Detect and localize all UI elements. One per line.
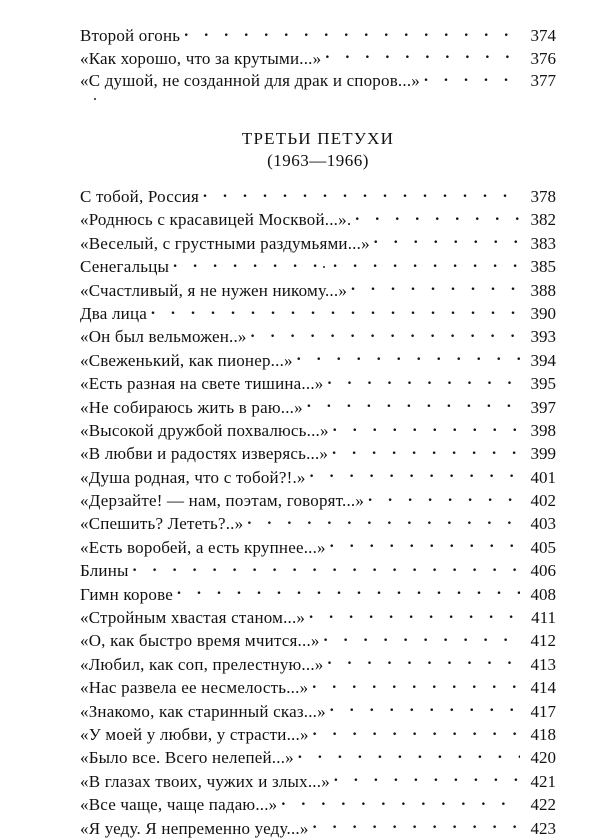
toc-entry-title: «Знакомо, как старинный сказ...»: [80, 701, 326, 721]
toc-entry-title: «Веселый, с грустными раздумьями...»: [80, 233, 370, 253]
toc-entry-page-number: 382: [530, 210, 556, 230]
toc-entry: [80, 629, 556, 652]
toc-entry: [80, 24, 556, 47]
toc-entry-page-number: 376: [530, 48, 556, 68]
dot-leader: [310, 466, 520, 483]
toc-entry-title: «О, как быстро время мчится...»: [80, 631, 320, 651]
toc-entry: [80, 302, 556, 325]
toc-entry-page-number: 388: [530, 280, 556, 300]
toc-entry-page-number: 378: [530, 187, 556, 206]
dot-leader: [325, 47, 520, 64]
toc-entry-title: Второй огонь: [80, 26, 181, 45]
toc-entry: [80, 47, 556, 70]
toc-entry-page-number: 412: [530, 631, 556, 651]
toc-entry-page-number: 417: [530, 701, 556, 721]
toc-entry-title: «С душой, не созданной для драк и споров...»: [80, 71, 420, 90]
toc-entry-page-number: 420: [530, 748, 556, 768]
dot-leader: [424, 69, 520, 86]
toc-entry-page-number: 394: [530, 350, 556, 370]
toc-entry-page-number: 395: [530, 374, 556, 394]
dot-leader: [298, 746, 520, 763]
dot-leader: [247, 512, 520, 529]
toc-entry-title: «Свеженький, как пионер...»: [80, 350, 293, 370]
toc-entry: [80, 512, 556, 535]
dot-leader: [151, 302, 520, 319]
toc-entry-page-number: 393: [530, 327, 556, 347]
dot-leader: [327, 372, 520, 389]
toc-entry-title: «У моей у любви, у страсти...»: [80, 724, 309, 744]
toc-entry-title: «Я уеду. Я непременно уеду...»: [80, 818, 309, 838]
dot-leader: [327, 653, 520, 670]
toc-entry-page-number: 397: [530, 397, 556, 417]
toc-list-previous-section: [80, 24, 556, 92]
toc-entry: [80, 396, 556, 419]
toc-entry-page-number: 377: [530, 71, 556, 90]
toc-entry-page-number: 385: [530, 257, 556, 277]
toc-entry-page-number: 414: [530, 678, 556, 698]
toc-entry: [80, 817, 556, 840]
toc-entry-title: «Не собираюсь жить в раю...»: [80, 397, 303, 417]
toc-entry-title: «Любил, как соп, прелестную...»: [80, 654, 324, 674]
dot-leader: [251, 325, 520, 342]
toc-entry: [80, 583, 556, 606]
toc-entry-page-number: 421: [530, 771, 556, 791]
toc-entry: [80, 232, 556, 255]
toc-entry-page-number: 422: [530, 795, 556, 815]
toc-entry: [80, 536, 556, 559]
toc-entry-title: «Роднюсь с красавицей Москвой...».: [80, 210, 352, 230]
toc-entry-title: Сенегальцы: [80, 257, 170, 277]
toc-entry-title: С тобой, Россия: [80, 187, 200, 206]
dot-leader: [332, 442, 520, 459]
dot-leader: [330, 700, 520, 717]
toc-entry-page-number: 383: [530, 233, 556, 253]
toc-entry-title: «В любви и радостях изверясь...»: [80, 444, 329, 464]
toc-entry-page-number: 401: [530, 467, 556, 487]
dot-leader: [334, 770, 520, 787]
toc-entry-title: «Высокой дружбой похвалюсь...»: [80, 420, 329, 440]
dot-leader: [333, 419, 520, 436]
toc-entry-title: «Стройным хвастая станом...»: [80, 608, 306, 628]
toc-entry: [80, 325, 556, 348]
toc-entry: [80, 723, 556, 746]
toc-entry-title: «Как хорошо, что за крутыми...»: [80, 48, 322, 68]
dot-leader: [324, 629, 520, 646]
dot-leader: [133, 559, 520, 576]
toc-entry: [80, 559, 556, 582]
toc-entry: [80, 653, 556, 676]
dot-leader: [281, 793, 520, 810]
toc-entry: [80, 770, 556, 793]
toc-entry: [80, 372, 556, 395]
dot-leader: [312, 676, 520, 693]
toc-entry: [80, 676, 556, 699]
toc-entry-title: Два лица: [80, 303, 148, 323]
toc-entry: [80, 69, 556, 92]
dot-leader: [307, 396, 520, 413]
dot-leader: [203, 185, 520, 202]
toc-entry-title: «Нас развела ее несмелость...»: [80, 678, 309, 698]
toc-entry: [80, 419, 556, 442]
toc-entry: [80, 279, 556, 302]
toc-entry: [80, 793, 556, 816]
dot-leader: [309, 606, 520, 623]
toc-entry-page-number: 413: [530, 654, 556, 674]
toc-entry-title: «Душа родная, что с тобой?!.»: [80, 467, 306, 487]
toc-entry-page-number: 423: [530, 818, 556, 838]
dot-leader: [297, 349, 520, 366]
dot-leader: [374, 232, 520, 249]
dot-leader: [313, 817, 520, 834]
toc-entry-title: Гимн корове: [80, 584, 173, 604]
dot-leader: [173, 255, 520, 272]
section-title: ТРЕТЬИ ПЕТУХИ: [241, 129, 395, 148]
toc-entry-title: «Спешить? Лететь?..»: [80, 514, 244, 534]
toc-entry-title: «Все чаще, чаще падаю...»: [80, 795, 278, 815]
print-speck: [323, 266, 325, 268]
section-years: (1963—1966): [267, 151, 369, 170]
section-heading: [80, 128, 556, 172]
toc-entry-title: «Дерзайте! — нам, поэтам, говорят...»: [80, 491, 365, 511]
dot-leader: [177, 583, 520, 600]
toc-entry-page-number: 405: [530, 537, 556, 557]
toc-entry-page-number: 418: [530, 724, 556, 744]
toc-entry-title: «Есть воробей, а есть крупнее...»: [80, 537, 326, 557]
toc-entry: [80, 255, 556, 278]
toc-entry: [80, 185, 556, 208]
dot-leader: [355, 208, 520, 225]
toc-entry: [80, 208, 556, 231]
toc-entry: [80, 700, 556, 723]
toc-entry: [80, 466, 556, 489]
toc-entry: [80, 442, 556, 465]
toc-entry: [80, 489, 556, 512]
toc-entry-page-number: 399: [530, 444, 556, 464]
toc-entry: [80, 746, 556, 769]
toc-entry-title: Блины: [80, 561, 129, 581]
toc-entry-page-number: 411: [531, 608, 556, 628]
toc-entry-title: «Он был вельможен..»: [80, 327, 247, 347]
dot-leader: [184, 24, 520, 41]
toc-list-section: [80, 185, 556, 840]
toc-entry-title: «Есть разная на свете тишина...»: [80, 374, 324, 394]
dot-leader: [313, 723, 520, 740]
toc-entry-page-number: 406: [530, 561, 556, 581]
toc-entry-page-number: 398: [530, 420, 556, 440]
toc-entry-title: «Счастливый, я не нужен никому...»: [80, 280, 348, 300]
toc-entry-title: «В глазах твоих, чужих и злых...»: [80, 771, 330, 791]
toc-entry: [80, 349, 556, 372]
toc-entry-page-number: 390: [530, 303, 556, 323]
dot-leader: [368, 489, 520, 506]
toc-entry-page-number: 408: [530, 584, 556, 604]
toc-entry: [80, 606, 556, 629]
toc-entry-page-number: 402: [530, 491, 556, 511]
toc-entry-page-number: 403: [530, 514, 556, 534]
dot-leader: [351, 279, 520, 296]
toc-entry-page-number: 374: [530, 26, 556, 45]
toc-entry-title: «Было все. Всего нелепей...»: [80, 748, 294, 768]
print-speck: [94, 98, 96, 100]
dot-leader: [330, 536, 520, 553]
